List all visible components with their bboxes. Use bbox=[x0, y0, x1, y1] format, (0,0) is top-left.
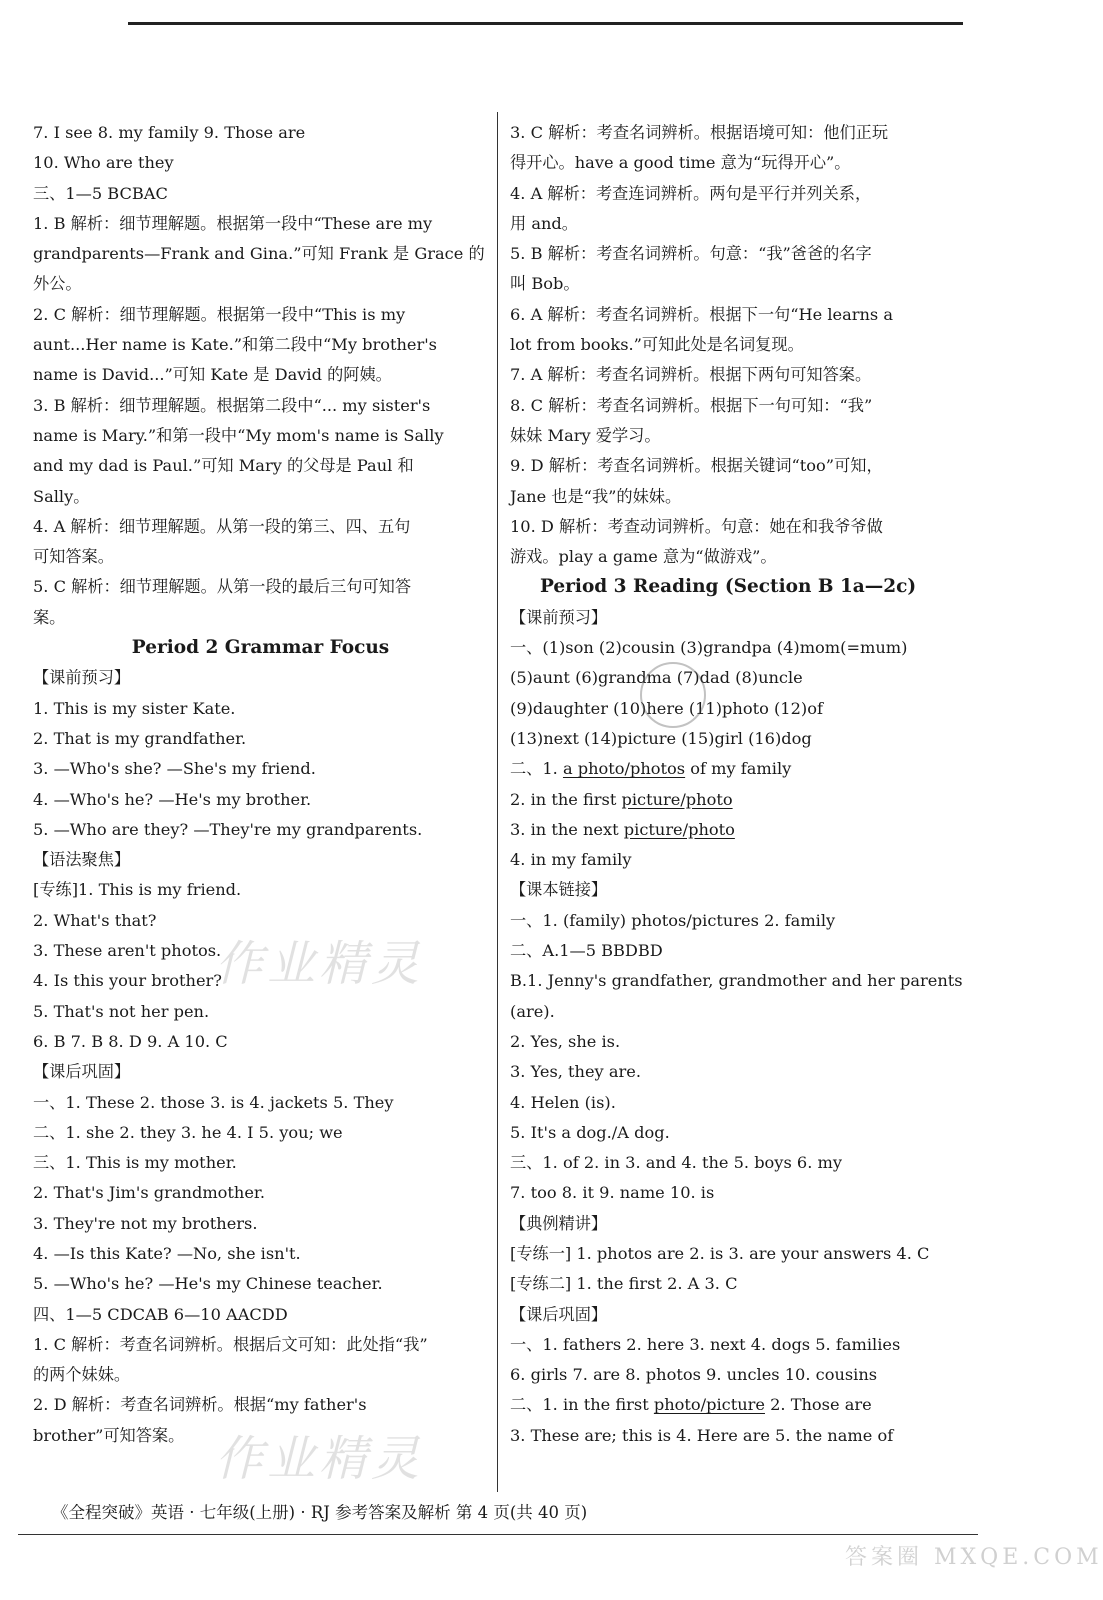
answer-line: 3. C 解析：考查名词辨析。根据语境可知：他们正玩 bbox=[510, 123, 889, 142]
answer-line: 【课后巩固】 bbox=[510, 1304, 608, 1324]
answer-line: 可知答案。 bbox=[33, 547, 114, 567]
answer-line: 的两个妹妹。 bbox=[33, 1365, 131, 1385]
section-heading: Period 2 Grammar Focus bbox=[131, 637, 390, 659]
answer-line: 5. It's a dog./A dog. bbox=[510, 1122, 670, 1142]
answer-line: Sally。 bbox=[33, 486, 90, 506]
answer-line: 一、1. fathers 2. here 3. next 4. dogs 5. families bbox=[510, 1334, 901, 1354]
answer-line: 案。 bbox=[33, 607, 66, 627]
answer-line: [专练一] 1. photos are 2. is 3. are your answers 4. C bbox=[510, 1243, 930, 1263]
answer-line: 7. too 8. it 9. name 10. is bbox=[510, 1183, 715, 1203]
answer-line: (5)aunt (6)grandma (7)dad (8)uncle bbox=[510, 668, 803, 688]
answer-line: name is Mary.”和第一段中“My mom's name is Sally bbox=[33, 425, 444, 445]
answer-line: 2. D 解析：考查名词辨析。根据“my father's bbox=[33, 1395, 367, 1415]
column-divider bbox=[497, 112, 498, 1492]
answer-line: 6. A 解析：考查名词辨析。根据下一句“He learns a bbox=[510, 304, 894, 324]
underlined-answer: picture/photo bbox=[623, 819, 735, 839]
answer-line: and my dad is Paul.”可知 Mary 的父母是 Paul 和 bbox=[33, 456, 414, 476]
answer-line: 1. This is my sister Kate. bbox=[33, 698, 236, 718]
answer-line: 2. Yes, she is. bbox=[510, 1031, 621, 1051]
stamp-seal bbox=[640, 662, 706, 728]
left-column bbox=[33, 118, 488, 1451]
answer-line: 1. C 解析：考查名词辨析。根据后文可知：此处指“我” bbox=[33, 1334, 428, 1354]
page-footer: 《全程突破》英语 · 七年级(上册) · RJ 参考答案及解析 第 4 页(共 40 页) bbox=[52, 1503, 588, 1522]
answer-line: Jane 也是“我”的妹妹。 bbox=[510, 486, 682, 506]
answer-line: [专练二] 1. the first 2. A 3. C bbox=[510, 1274, 738, 1294]
answer-line: 得开心。have a good time 意为“玩得开心”。 bbox=[510, 153, 851, 173]
answer-line: name is David...”可知 Kate 是 David 的阿姨。 bbox=[33, 365, 392, 385]
answer-line: 二、1. she 2. they 3. he 4. I 5. you; we bbox=[33, 1122, 343, 1142]
answer-line: 8. C 解析：考查名词辨析。根据下一句可知：“我” bbox=[510, 395, 873, 415]
answer-line: 游戏。play a game 意为“做游戏”。 bbox=[510, 547, 777, 567]
top-rule bbox=[128, 22, 963, 25]
line-text: 二、1. bbox=[510, 759, 563, 779]
answer-line: 一、1. These 2. those 3. is 4. jackets 5. They bbox=[33, 1092, 394, 1112]
answer-line: lot from books.”可知此处是名词复现。 bbox=[510, 335, 804, 355]
answer-line: 5. —Who are they? —They're my grandparents. bbox=[33, 819, 423, 839]
answer-line: 3. B 解析：细节理解题。根据第二段中“... my sister's bbox=[33, 395, 431, 415]
answer-line: 一、(1)son (2)cousin (3)grandpa (4)mom(=mum) bbox=[510, 638, 908, 658]
answer-line: 2. What's that? bbox=[33, 910, 157, 930]
site-logo-watermark: 答案圈 MXQE.COM bbox=[845, 1545, 1103, 1570]
answer-line: 10. Who are they bbox=[33, 153, 174, 173]
answer-line: 6. girls 7. are 8. photos 9. uncles 10. cousins bbox=[510, 1365, 878, 1385]
answer-line: brother”可知答案。 bbox=[33, 1425, 185, 1445]
answer-line: 外公。 bbox=[33, 274, 82, 294]
answer-line: 4. A 解析：考查连词辨析。两句是平行并列关系， bbox=[510, 183, 872, 203]
section-heading: Period 3 Reading (Section B 1a—2c) bbox=[540, 576, 917, 598]
answer-line: 叫 Bob。 bbox=[510, 274, 580, 294]
answer-line: 三、1. This is my mother. bbox=[33, 1153, 237, 1173]
answer-line bbox=[510, 1390, 975, 1420]
answer-line: 2. That is my grandfather. bbox=[33, 728, 247, 748]
answer-line: (13)next (14)picture (15)girl (16)dog bbox=[510, 728, 812, 748]
answer-line: grandparents—Frank and Gina.”可知 Frank 是 Grace 的 bbox=[33, 244, 485, 264]
answer-line: 用 and。 bbox=[510, 213, 578, 233]
answer-line: (9)daughter (10)here (11)photo (12)of bbox=[510, 698, 823, 718]
answer-line: 7. A 解析：考查名词辨析。根据下两句可知答案。 bbox=[510, 365, 872, 385]
answer-line: 一、1. (family) photos/pictures 2. family bbox=[510, 910, 836, 930]
line-text: 二、1. in the first bbox=[510, 1395, 654, 1415]
watermark-b: 作业精灵 bbox=[215, 1431, 424, 1487]
answer-line: 4. A 解析：细节理解题。从第一段的第三、四、五句 bbox=[33, 516, 411, 536]
line-text: 3. in the next bbox=[510, 819, 624, 839]
answer-line: 【课后巩固】 bbox=[33, 1062, 131, 1082]
answer-line: 二、A.1—5 BBDBD bbox=[510, 941, 663, 961]
answer-line: 6. B 7. B 8. D 9. A 10. C bbox=[33, 1031, 228, 1051]
answer-line: 3. Yes, they are. bbox=[510, 1062, 641, 1082]
answer-line: 妹妹 Mary 爱学习。 bbox=[510, 425, 661, 445]
answer-line: 5. C 解析：细节理解题。从第一段的最后三句可知答 bbox=[33, 577, 412, 597]
answer-line: 3. These are; this is 4. Here are 5. the name of bbox=[510, 1425, 894, 1445]
line-text: 2. in the first bbox=[510, 789, 622, 809]
line-text: 2. Those are bbox=[764, 1395, 872, 1415]
answer-line: B.1. Jenny's grandfather, grandmother and her parents bbox=[510, 971, 963, 991]
answer-line: 【课前预习】 bbox=[33, 668, 131, 688]
answer-line: 【语法聚焦】 bbox=[33, 850, 131, 870]
answer-line: 9. D 解析：考查名词辨析。根据关键词“too”可知， bbox=[510, 456, 883, 476]
answer-line: 三、1—5 BCBAC bbox=[33, 183, 168, 203]
bottom-rule bbox=[18, 1534, 978, 1535]
answer-line: aunt...Her name is Kate.”和第二段中“My brother's bbox=[33, 335, 437, 355]
underlined-answer: a photo/photos bbox=[562, 759, 686, 779]
answer-line: 3. They're not my brothers. bbox=[33, 1213, 258, 1233]
answer-line: 2. C 解析：细节理解题。根据第一段中“This is my bbox=[33, 304, 406, 324]
answer-line bbox=[510, 815, 975, 845]
line-text: of my family bbox=[685, 759, 792, 779]
answer-line: 10. D 解析：考查动词辨析。句意：她在和我爷爷做 bbox=[510, 516, 883, 536]
answer-line: 【课前预习】 bbox=[510, 607, 608, 627]
answer-line: 5. B 解析：考查名词辨析。句意：“我”爸爸的名字 bbox=[510, 244, 872, 264]
answer-line: 7. I see 8. my family 9. Those are bbox=[33, 123, 306, 142]
answer-line: (are). bbox=[510, 1001, 555, 1021]
right-column bbox=[510, 118, 975, 1451]
answer-line: 三、1. of 2. in 3. and 4. the 5. boys 6. my bbox=[510, 1153, 842, 1173]
answer-line: 4. in my family bbox=[510, 850, 632, 870]
answer-line: 2. That's Jim's grandmother. bbox=[33, 1183, 266, 1203]
answer-line: 4. —Is this Kate? —No, she isn't. bbox=[33, 1243, 301, 1263]
answer-line: 5. That's not her pen. bbox=[33, 1001, 210, 1021]
answer-line: 4. —Who's he? —He's my brother. bbox=[33, 789, 312, 809]
answer-line: 1. B 解析：细节理解题。根据第一段中“These are my bbox=[33, 213, 433, 233]
answer-line: [专练]1. This is my friend. bbox=[33, 880, 242, 900]
answer-line: 4. Is this your brother? bbox=[33, 971, 222, 991]
answer-line: 5. —Who's he? —He's my Chinese teacher. bbox=[33, 1274, 383, 1294]
answer-line: 【课本链接】 bbox=[510, 880, 608, 900]
answer-line: 4. Helen (is). bbox=[510, 1092, 616, 1112]
underlined-answer: picture/photo bbox=[621, 789, 733, 809]
answer-line: 3. These aren't photos. bbox=[33, 941, 222, 961]
watermark-a: 作业精灵 bbox=[215, 936, 424, 992]
underlined-answer: photo/picture bbox=[653, 1395, 765, 1415]
answer-line: 【典例精讲】 bbox=[510, 1213, 608, 1233]
answer-line bbox=[510, 754, 975, 784]
answer-line: 3. —Who's she? —She's my friend. bbox=[33, 759, 316, 779]
answer-line: 四、1—5 CDCAB 6—10 AACDD bbox=[33, 1304, 288, 1324]
answer-line bbox=[510, 785, 975, 815]
